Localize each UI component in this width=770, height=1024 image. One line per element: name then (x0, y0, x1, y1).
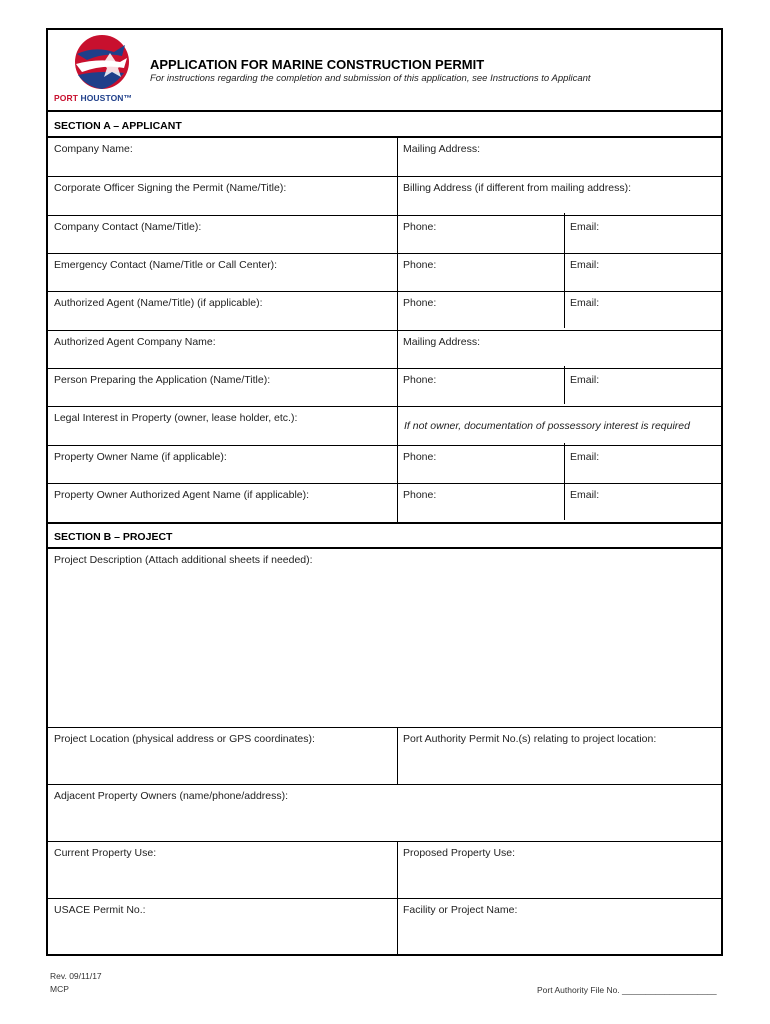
authorized-agent-phone-field[interactable]: Phone: (397, 291, 564, 330)
section-b-heading: SECTION B – PROJECT (48, 522, 721, 549)
logo-word-port: PORT (54, 93, 79, 103)
person-preparing-phone-field[interactable]: Phone: (397, 368, 564, 406)
divider (564, 213, 565, 290)
company-contact-field[interactable]: Company Contact (Name/Title): (48, 215, 397, 253)
divider (564, 366, 565, 404)
authorized-agent-field[interactable]: Authorized Agent (Name/Title) (if applicable): (48, 291, 397, 330)
file-number-line[interactable]: Port Authority File No. ____________________ (537, 985, 717, 995)
divider (564, 443, 565, 520)
form-title: APPLICATION FOR MARINE CONSTRUCTION PERMIT (150, 57, 485, 72)
form-subtitle: For instructions regarding the completion and submission of this application, see Instructions to Applicant (150, 73, 591, 84)
agent-company-field[interactable]: Authorized Agent Company Name: (48, 330, 397, 368)
permit-form (46, 28, 723, 956)
person-preparing-email-field[interactable]: Email: (564, 368, 721, 406)
revision-date: Rev. 09/11/17 (50, 971, 102, 981)
project-description-field[interactable]: Project Description (Attach additional sheets if needed): (54, 554, 313, 566)
mailing-address-field[interactable]: Mailing Address: (403, 143, 481, 155)
company-contact-email-field[interactable]: Email: (564, 215, 721, 253)
owner-agent-email-field[interactable]: Email: (564, 483, 721, 522)
adjacent-owners-field[interactable]: Adjacent Property Owners (name/phone/address): (48, 784, 721, 841)
authorized-agent-email-field[interactable]: Email: (564, 291, 721, 330)
owner-agent-phone-field[interactable]: Phone: (397, 483, 564, 522)
form-code: MCP (50, 984, 69, 994)
billing-address-field[interactable]: Billing Address (if different from mailing address): (397, 176, 721, 215)
owner-agent-field[interactable]: Property Owner Authorized Agent Name (if applicable): (48, 483, 397, 522)
company-name-field[interactable]: Company Name: (54, 143, 133, 155)
usace-permit-field[interactable]: USACE Permit No.: (48, 898, 397, 954)
project-location-field[interactable]: Project Location (physical address or GPS coordinates): (48, 727, 397, 784)
current-use-field[interactable]: Current Property Use: (48, 841, 397, 898)
footer-revision (50, 970, 102, 996)
legal-interest-field[interactable]: Legal Interest in Property (owner, lease holder, etc.): (48, 406, 721, 445)
facility-name-field[interactable]: Facility or Project Name: (397, 898, 721, 954)
property-owner-phone-field[interactable]: Phone: (397, 445, 564, 483)
proposed-use-field[interactable]: Proposed Property Use: (397, 841, 721, 898)
property-owner-field[interactable]: Property Owner Name (if applicable): (48, 445, 397, 483)
logo-word-houston: HOUSTON (80, 93, 124, 103)
agent-mailing-address-field[interactable]: Mailing Address: (397, 330, 721, 368)
logo-wordmark (54, 93, 132, 103)
form-header (48, 30, 721, 110)
section-a-heading: SECTION A – APPLICANT (48, 110, 721, 138)
logo-trademark: ™ (123, 93, 133, 103)
emergency-contact-field[interactable]: Emergency Contact (Name/Title or Call Center): (48, 253, 397, 291)
divider (564, 290, 565, 328)
divider (397, 138, 398, 522)
company-contact-phone-field[interactable]: Phone: (397, 215, 564, 253)
person-preparing-field[interactable]: Person Preparing the Application (Name/Title): (48, 368, 397, 406)
divider (397, 727, 398, 784)
legal-interest-note: If not owner, documentation of possessory interest is required (404, 420, 690, 432)
divider (397, 841, 398, 954)
pa-permit-number-field[interactable]: Port Authority Permit No.(s) relating to project location: (397, 727, 721, 784)
property-owner-email-field[interactable]: Email: (564, 445, 721, 483)
corporate-officer-field[interactable]: Corporate Officer Signing the Permit (Name/Title): (48, 176, 397, 215)
emergency-contact-email-field[interactable]: Email: (564, 253, 721, 291)
emergency-contact-phone-field[interactable]: Phone: (397, 253, 564, 291)
